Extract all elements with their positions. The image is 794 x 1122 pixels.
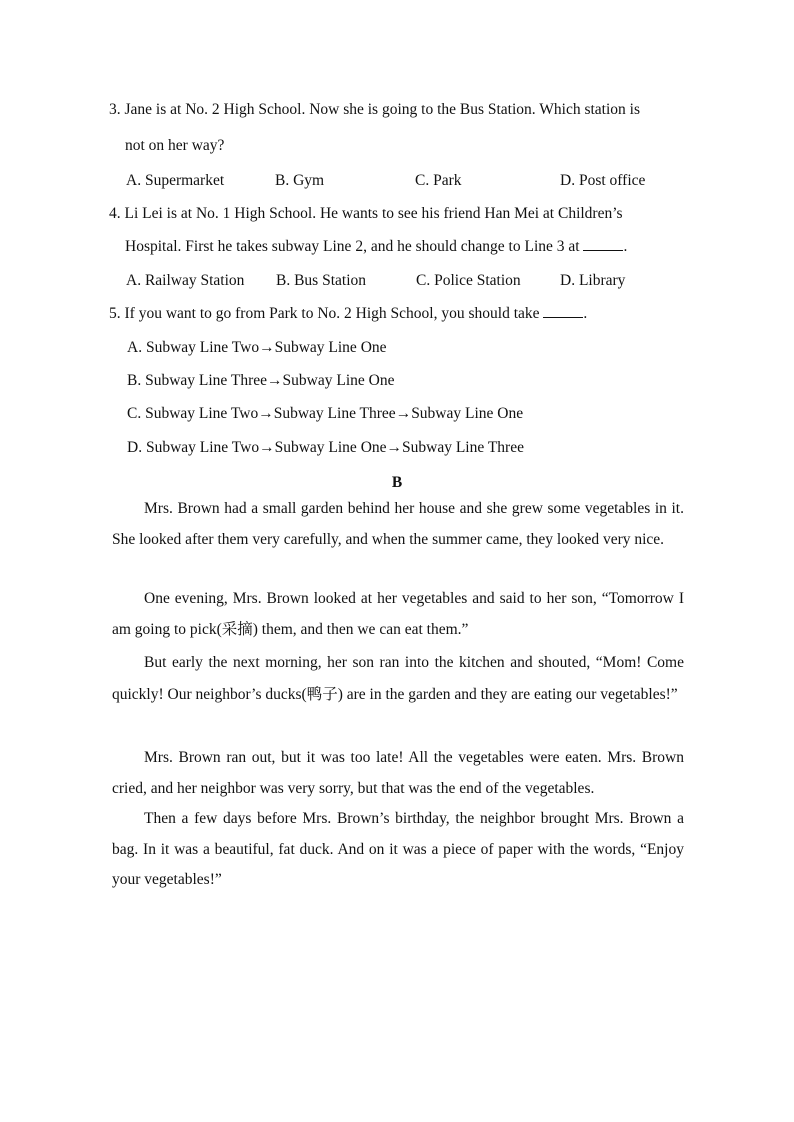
question-3-line-1: 3. Jane is at No. 2 High School. Now she is going to the Bus Station. Which station is [109,101,640,118]
question-5-option-b: B. Subway Line Three→Subway Line One [127,372,395,389]
passage-paragraph: Mrs. Brown had a small garden behind her house and she grew some vegetables in it. She looked after them very carefully, and when the summer came, they looked very nice. [112,500,684,548]
passage-paragraph: Mrs. Brown ran out, but it was too late! All the vegetables were eaten. Mrs. Brown cried, and her neighbor was very sorry, but that was the end of the vegetables. [112,749,684,797]
question-4-option-a: A. Railway Station [126,272,245,289]
question-5-option-a: A. Subway Line Two→Subway Line One [127,339,387,356]
question-5-stem-line [109,305,689,323]
question-3-option-d: D. Post office [560,172,646,189]
question-4-line-1: 4. Li Lei is at No. 1 High School. He wants to see his friend Han Mei at Children’s [109,205,623,222]
question-5-stem: 5. If you want to go from Park to No. 2 High School, you should take [109,305,540,322]
question-3-option-c: C. Park [415,172,462,189]
question-4-option-b: B. Bus Station [276,272,367,289]
section-b-heading: B [391,474,403,491]
question-4-option-d: D. Library [560,272,626,289]
passage-paragraph: Then a few days before Mrs. Brown’s birthday, the neighbor brought Mrs. Brown a bag. In it was a beautiful, fat duck. And on it was a piece of paper with the words, “Enjoy your vegetables!” [112,810,684,888]
question-3-option-a: A. Supermarket [126,172,225,189]
question-3-options [126,172,706,194]
answer-blank [543,305,583,318]
question-4-options [126,272,706,294]
passage-paragraph: One evening, Mrs. Brown looked at her vegetables and said to her son, “Tomorrow I am going to pick(采摘) them, and then we can eat them.” [112,590,684,638]
question-3-line-2: not on her way? [125,137,225,154]
question-4-stem: Hospital. First he takes subway Line 2, and he should change to Line 3 at [125,238,580,255]
question-4-line-2 [125,238,705,256]
question-3-option-b: B. Gym [275,172,325,189]
question-4-option-c: C. Police Station [416,272,521,289]
passage-paragraph: But early the next morning, her son ran into the kitchen and shouted, “Mom! Come quickly! Our neighbor’s ducks(鸭子) are in the garden and they are eating our vegetables!” [112,654,684,703]
question-5-option-d: D. Subway Line Two→Subway Line One→Subway Line Three [127,439,524,456]
answer-blank [583,238,623,251]
question-5-period: . [583,305,588,322]
question-4-period: . [623,238,628,255]
question-5-option-c: C. Subway Line Two→Subway Line Three→Subway Line One [127,405,524,422]
